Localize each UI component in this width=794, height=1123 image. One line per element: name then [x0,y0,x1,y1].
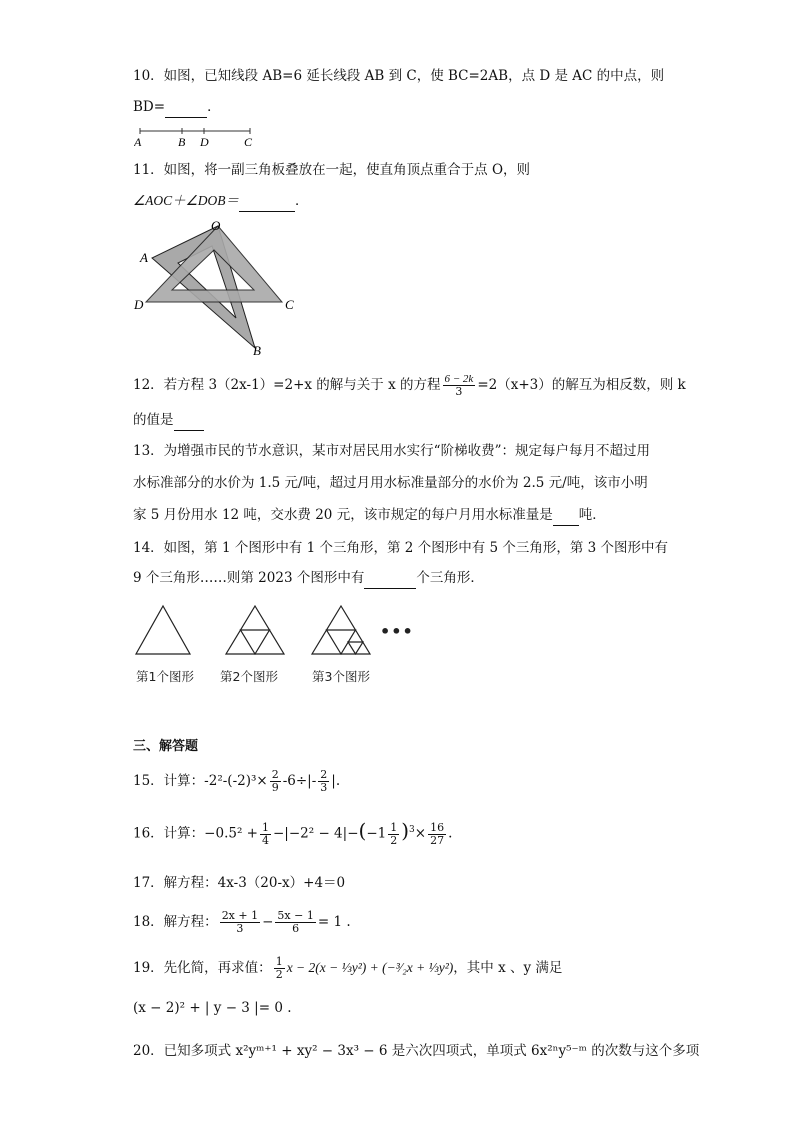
q11-label-o: O [211,218,221,233]
q13-line3 [133,505,606,526]
q18-frac1-num: 2x + 1 [221,909,259,922]
q14-triangles-figure [132,600,412,660]
q16-frac1 [260,822,271,847]
q16-frac2-num: 1 [390,820,398,834]
q16-prefix: 16．计算：−0.5² + [133,825,258,842]
q14-text-b: 个三角形． [416,570,484,586]
q11-line2: ∠AOC＋∠DOB＝ ． [133,191,308,212]
q12-frac-num: 6 − 2k [444,373,474,385]
q18-line [133,910,351,935]
q18-end: = 1 . [317,914,351,930]
q10-label-d: D [200,135,209,149]
q20-line1: 20．已知多项式 x²yᵐ⁺¹ + xy² − 3x³ − 6 是六次四项式，单项式 6x²ⁿy⁵⁻ᵐ 的次数与这个多项 [133,1043,700,1059]
q12-answer-blank [174,410,204,431]
q15-frac2 [318,769,329,794]
q10-label-c: C [244,135,253,149]
q14-text-a: 9 个三角形……则第 2023 个图形中有 [133,570,365,586]
q15-prefix: 15．计算：-2²-(-2)³× [133,773,268,789]
q10-label-b: B [178,135,186,149]
q16-frac3-num: 16 [430,820,445,834]
q18-frac2 [275,910,315,935]
q11-set-squares-figure [132,218,302,360]
q12-line1 [133,373,686,398]
q16-frac2 [388,822,399,847]
q18-minus: − [262,914,274,930]
q10-answer-blank [165,97,207,118]
q10-label-a: A [134,135,142,149]
q11-line1: 11．如图，将一副三角板叠放在一起，使直角顶点重合于点 O，则 [133,162,531,178]
q19-suffix: ，其中 x 、y 满足 [453,960,563,976]
fig2-triangles [226,606,284,654]
q19-prefix: 19．先化简，再求值： [133,960,272,976]
q11-prefix: ∠AOC＋∠DOB＝ [133,193,239,208]
q19-half [274,956,285,981]
q14-line1: 14．如图，第 1 个图形中有 1 个三角形，第 2 个图形中有 5 个三角形，第 3 个图形中有 [133,540,669,556]
q13-text: 家 5 月份用水 12 吨，交水费 20 元，该市规定的每户月用水标准量是 [133,507,553,523]
q15-suffix: |. [331,773,341,789]
q16-mid: −|−2² − 4|− [272,825,359,842]
q16-frac1-num: 1 [261,820,269,834]
q13-line1: 13．为增强市民的节水意识，某市对居民用水实行“阶梯收费”：规定每户每月不超过用 [133,443,650,459]
q18-frac1 [220,910,260,935]
q18-frac2-num: 5x − 1 [277,909,314,922]
q14-ellipsis: ••• [380,622,414,641]
q16-mixed: −1 [366,825,387,842]
q14-caption-2: 第2个图形 [220,669,278,684]
q11-label-a: A [140,250,148,265]
q16-power: 3 [409,825,415,835]
q17-line: 17．解方程：4x-3（20-x）+4＝0 [133,875,346,891]
q16-frac3-den: 27 [430,833,445,847]
q14-answer-blank [364,568,416,589]
q19-line2: (x − 2)² + | y − 3 |= 0 . [133,1000,292,1016]
q13-end: 吨． [578,507,606,523]
q10-line1: 10．如图，已知线段 AB=6 延长线段 AB 到 C，使 BC=2AB，点 D 是 AC 的中点，则 [133,68,665,84]
q11-label-c: C [285,297,294,312]
q16-frac1-den: 4 [261,833,269,847]
q16-times: × [414,825,427,842]
q11-label-b: B [253,343,261,358]
q12-fraction [443,373,476,398]
q12-line2 [133,410,204,431]
q19-line1 [133,956,562,981]
q10-prefix: BD= [133,99,166,115]
q14-caption-1: 第1个图形 [136,669,194,684]
q19-expression: x − 2(x − ⅓y²) + (−³⁄₂x + ⅓y²) [286,960,454,975]
fig1-triangle [136,606,190,654]
section-3-title: 三、解答题 [133,739,199,754]
q11-answer-blank [239,191,295,212]
q15-frac2-num: 2 [320,768,328,781]
fig3-triangles [312,606,370,654]
q16-line: 16．计算：−0.5² + $\frac{1}{4}$ −|−2² − 4|−(−1 $\frac{1}{2}$ )$^3$× $\frac{16}{27}$ . [133,818,453,847]
q15-mid: -6÷|- [282,773,317,789]
q12-text-b: =2（x+3）的解互为相反数，则 k [477,377,686,393]
q15-line [133,769,340,794]
q12-text-a: 12．若方程 3（2x-1）=2+x 的解与关于 x 的方程 [133,377,441,393]
q13-line2: 水标准部分的水价为 1.5 元/吨，超过月用水标准量部分的水价为 2.5 元/吨，该市小明 [133,475,648,491]
q18-frac1-den: 3 [236,922,244,935]
q15-frac2-den: 3 [320,781,328,794]
q10-line2: BD= ． [133,97,221,118]
q13-answer-blank [553,505,579,526]
q10-segment-figure [134,124,264,150]
q16-end: . [448,825,453,842]
q14-line2 [133,568,484,589]
q16-frac2-den: 2 [390,833,398,847]
q15-frac1 [270,769,281,794]
q11-label-d: D [134,297,144,312]
q12-frac-den: 3 [455,385,463,398]
q14-caption-3: 第3个图形 [312,669,370,684]
q16-frac3 [428,822,446,847]
q12-prefix: 的值是 [133,412,174,428]
q15-frac1-num: 2 [271,768,279,781]
q19-half-den: 2 [275,968,283,981]
q18-frac2-den: 6 [292,922,300,935]
q18-prefix: 18．解方程： [133,914,218,930]
q19-half-num: 1 [275,955,283,968]
q15-frac1-den: 9 [271,781,279,794]
